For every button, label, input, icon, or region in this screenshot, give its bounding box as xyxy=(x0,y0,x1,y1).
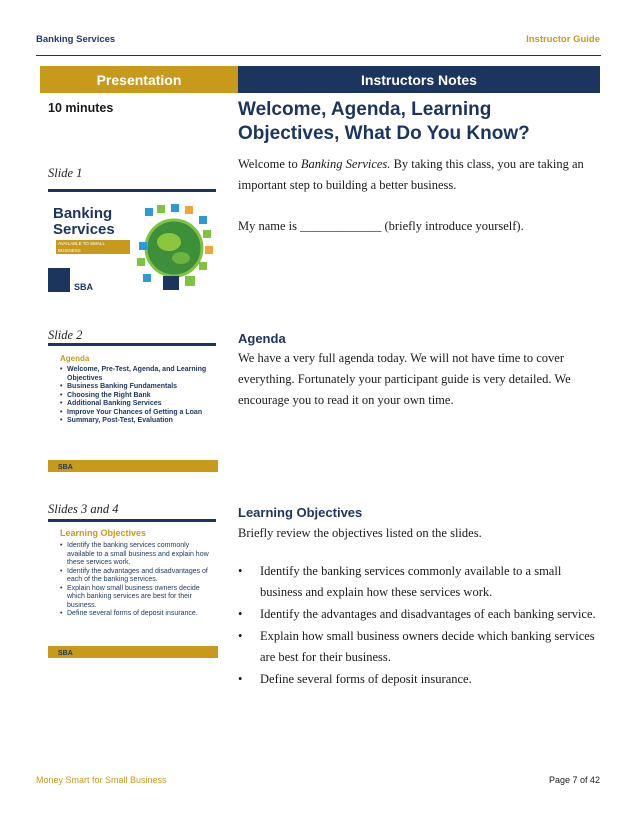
agenda-paragraph: We have a very full agenda today. We will not have time to cover everything. Fortunately your participant guide is very detailed. We encourage you to read it on your own time. xyxy=(238,351,571,407)
header-rule xyxy=(36,55,601,56)
slide-3-item: • Define several forms of deposit insurance. xyxy=(60,610,212,619)
slide-2-thumbnail xyxy=(48,352,218,472)
slide-3-label: Slides 3 and 4 xyxy=(48,502,119,516)
welcome-paragraph xyxy=(238,154,598,196)
slide-3-item: • Identify the banking services commonly available to a small business and explain how these services work. xyxy=(60,542,212,568)
slide-3-list xyxy=(60,542,212,619)
footer-right: Page 7 of 42 xyxy=(548,775,600,785)
agenda-heading: Agenda xyxy=(238,331,286,346)
welcome-pre: Welcome to xyxy=(238,157,301,171)
slide-3-item: • Explain how small business owners decide which banking services are best for their business. xyxy=(60,585,212,611)
header-left: Banking Services xyxy=(36,34,116,45)
slide-2-badge: SBA xyxy=(58,464,73,471)
slide-3-badge: SBA xyxy=(58,650,73,657)
learning-objectives-intro: Briefly review the objectives listed on the slides. xyxy=(238,526,482,540)
slide-2-rule xyxy=(48,343,216,346)
objective-item: • Explain how small business owners decide which banking services are best for their business. xyxy=(238,629,595,664)
slide-2-item: • Welcome, Pre-Test, Agenda, and Learning Objectives xyxy=(60,366,210,383)
objective-item: • Identify the banking services commonly available to a small business and explain how these services work. xyxy=(238,564,562,599)
slide-2-item: • Summary, Post-Test, Evaluation xyxy=(60,417,210,426)
slide-2-item: • Business Banking Fundamentals xyxy=(60,383,210,392)
slide-2-list xyxy=(60,366,210,426)
column-header-presentation: Presentation xyxy=(40,66,238,93)
slide-3-thumbnail xyxy=(48,526,218,658)
objective-text: Explain how small business owners decide which banking services are best for their business. xyxy=(260,629,595,664)
slide-1-label: Slide 1 xyxy=(48,166,83,180)
learning-objectives-list xyxy=(238,561,600,690)
slide-2-item: • Choosing the Right Bank xyxy=(60,392,210,401)
slide-1-title-line1: Banking xyxy=(53,205,113,222)
objective-text: Identify the banking services commonly available to a small business and explain how these services work. xyxy=(260,564,562,599)
slide-3-item: • Identify the advantages and disadvantages of each of the banking services. xyxy=(60,568,212,585)
header-right: Instructor Guide xyxy=(526,34,600,45)
duration: 10 minutes xyxy=(48,101,114,115)
slide-2-label: Slide 2 xyxy=(48,328,83,342)
objective-item: • Define several forms of deposit insurance. xyxy=(238,672,472,686)
slide-3-title: Learning Objectives xyxy=(60,528,147,538)
slide-2-item: • Improve Your Chances of Getting a Loan xyxy=(60,409,210,418)
slide-1-title-line2: Services xyxy=(53,221,115,238)
slide-1-thumbnail xyxy=(48,198,218,298)
objective-item: • Identify the advantages and disadvantages of each banking service. xyxy=(238,607,596,621)
slide-1-logo-block xyxy=(48,268,70,292)
slide-1-badge: SBA xyxy=(74,282,94,292)
welcome-post: By taking this class, you are taking an important step to building a better business. xyxy=(238,157,584,192)
welcome-course-name: Banking Services. xyxy=(300,157,391,171)
slide-2-item: • Additional Banking Services xyxy=(60,400,210,409)
slide-2-footer-bar xyxy=(48,460,218,472)
introduce-paragraph: My name is _____________ (briefly introduce yourself). xyxy=(238,219,524,233)
slide-2-title: Agenda xyxy=(60,354,90,363)
slide-3-footer-bar xyxy=(48,646,218,658)
slide-1-rule xyxy=(48,189,216,192)
learning-objectives-heading: Learning Objectives xyxy=(238,505,363,520)
page-title: Welcome, Agenda, Learning Objectives, What Do You Know? xyxy=(238,99,530,144)
objective-text: Define several forms of deposit insurance. xyxy=(260,672,472,686)
footer-left: Money Smart for Small Business xyxy=(36,775,167,785)
slide-1-subtitle: AVAILABLE TO SMALL BUSINESS xyxy=(56,240,130,254)
column-header-notes: Instructors Notes xyxy=(238,66,600,93)
objective-text: Identify the advantages and disadvantages of each banking service. xyxy=(260,607,596,621)
globe-icon xyxy=(133,202,215,294)
slide-3-rule xyxy=(48,519,216,522)
